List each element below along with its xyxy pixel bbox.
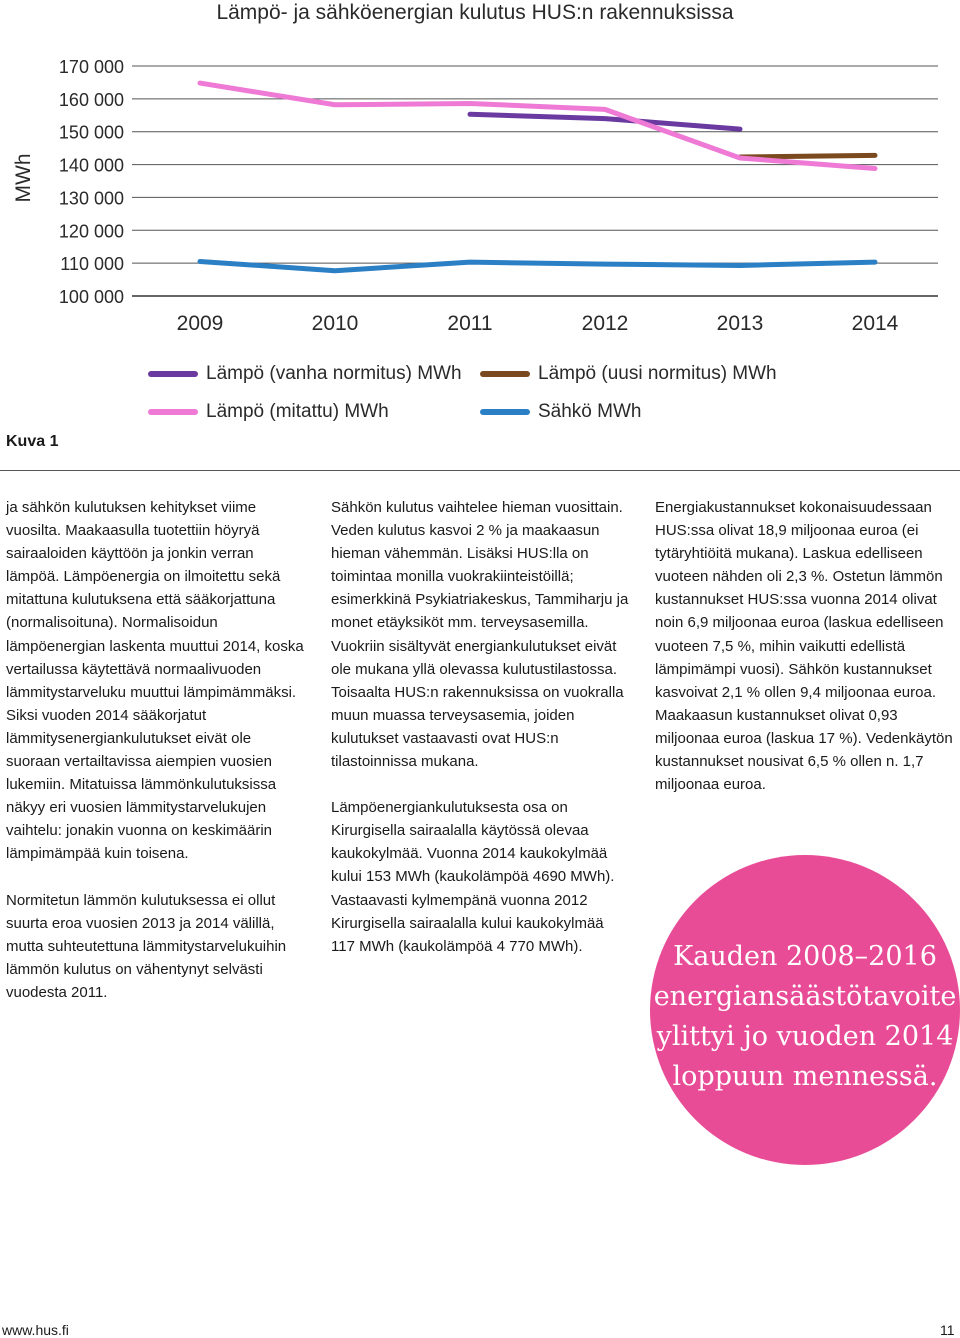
- x-tick-label: 2011: [447, 312, 493, 335]
- paragraph: Energiakustannukset kokonaisuudessaan HUS:ssa olivat 18,9 miljoonaa euroa (ei tytäryhtiöitä mukana). Laskua edelliseen vuoteen nähden oli 2,3 %. Ostetun lämmön kustannukset HUS:ssa vuonna 2014 olivat noin 6,9 miljoonaa euroa (laskua edelliseen vuoteen 7,5 %, mihin vaikutti edellistä lämpimämpi vuosi). Sähkön kustannukset kasvoivat 2,1 % ollen 9,4 miljoonaa euroa. Maakaasun kustannukset olivat 0,93 miljoonaa euroa (laskua 17 %). Vedenkäytön kustannukset nousivat 6,5 % ollen n. 1,7 miljoonaa euroa.: [655, 499, 953, 794]
- text-column-right: [655, 496, 953, 819]
- paragraph: Sähkön kulutus vaihtelee hieman vuosittain. Veden kulutus kasvoi 2 % ja maakaasun hieman vähemmän. Lisäksi HUS:lla on toimintaa monilla vuokrakiinteistöillä; esimerkkinä Psykiatriakeskus, Tammiharju ja monet etäyksiköt mm. terveysasemilla. Vuokriin sisältyvät energiankulutukset eivät ole mukana yllä olevassa kulutustilastossa. Toisaalta HUS:n rakennuksissa on vuokralla muun muassa terveysasemia, joiden kulutukset vastaavasti ovat HUS:n tilastoinnissa mukana.: [331, 499, 629, 771]
- text-column-left: [6, 496, 306, 1027]
- y-tick-label: 100 000: [58, 287, 124, 307]
- x-tick-label: 2010: [311, 312, 359, 335]
- badge-text: Kauden 2008–2016 energiansäästötavoite ylittyi jo vuoden 2014 loppuun mennessä.: [653, 941, 957, 1092]
- footer-website[interactable]: www.hus.fi: [2, 1322, 69, 1338]
- legend-swatch-brown: [480, 371, 530, 377]
- figure-label: Kuva 1: [6, 433, 59, 450]
- y-tick-label: 140 000: [58, 155, 124, 176]
- legend-swatch-pink: [148, 409, 198, 415]
- highlight-badge: [650, 855, 960, 1165]
- legend-label: Lämpö (uusi normitus) MWh: [538, 363, 777, 384]
- x-tick-label: 2013: [716, 312, 764, 335]
- page-number: 11: [940, 1322, 955, 1338]
- divider: [0, 470, 960, 471]
- x-tick-label: 2012: [581, 312, 629, 335]
- y-tick-label: 130 000: [58, 188, 124, 209]
- legend-swatch-purple: [148, 371, 198, 377]
- legend-label: Sähkö MWh: [538, 401, 642, 422]
- y-tick-label: 170 000: [58, 57, 124, 77]
- legend-swatch-blue: [480, 409, 530, 415]
- legend-item-sahko: [480, 400, 641, 424]
- paragraph: ja sähkön kulutuksen kehitykset viime vuosilta. Maakaasulla tuotettiin höyryä sairaaloiden käyttöön ja jonkin verran lämpöä. Lämpöenergia on ilmoitettu sekä mitattuna kulutuksena että sääkorjattuna (normalisoituna). Normalisoidun lämpöenergian laskenta muuttui 2014, koska vertailussa käytettävä normaalivuoden lämmitystarveluku muuttui lämpimämmäksi. Siksi vuoden 2014 sääkorjatut lämmitysenergiankulutukset eivät ole suoraan vertailtavissa aiempien vuosien lukemiin. Mitatuissa lämmönkulutuksissa näkyy eri vuosien lämmitystarvelukujen vaihtelu: jonakin vuonna on keskimäärin lämpimämpää kuin toisena.: [6, 499, 304, 863]
- legend-item-lampo-uusi: [480, 362, 777, 386]
- legend-label: Lämpö (mitattu) MWh: [206, 401, 389, 422]
- x-tick-label: 2014: [851, 312, 899, 335]
- paragraph: Lämpöenergiankulutuksesta osa on Kirurgisella sairaalalla käytössä olevaa kaukokylmää. Vuonna 2014 kaukokylmää kului 153 MWh (kaukolämpöä 4690 MWh). Vastaavasti kylmempänä vuonna 2012 Kirurgisella sairaalalla kului kaukokylmää 117 MWh (kaukolämpöä 4 770 MWh).: [331, 799, 615, 955]
- y-tick-label: 120 000: [58, 221, 124, 242]
- series-line: [740, 155, 875, 157]
- paragraph: Normitetun lämmön kulutuksessa ei ollut suurta eroa vuosien 2013 ja 2014 välillä, mutta suhteutettuna lämmitystarvelukuihin lämmön kulutus on vähentynyt selvästi vuodesta 2011.: [6, 891, 287, 1001]
- series-line: [470, 114, 740, 129]
- y-tick-label: 110 000: [60, 254, 124, 275]
- line-chart: [0, 0, 960, 350]
- legend-label: Lämpö (vanha normitus) MWh: [206, 363, 462, 384]
- text-column-middle: [331, 496, 631, 981]
- chart-title: Lämpö- ja sähköenergian kulutus HUS:n rakennuksissa: [216, 1, 734, 24]
- x-tick-label: 2009: [176, 312, 224, 335]
- y-axis-label: MWh: [12, 153, 35, 203]
- y-tick-label: 150 000: [58, 122, 124, 143]
- legend-item-lampo-mitattu: [148, 400, 389, 424]
- legend-item-lampo-vanha: [148, 362, 462, 386]
- y-tick-label: 160 000: [58, 89, 124, 110]
